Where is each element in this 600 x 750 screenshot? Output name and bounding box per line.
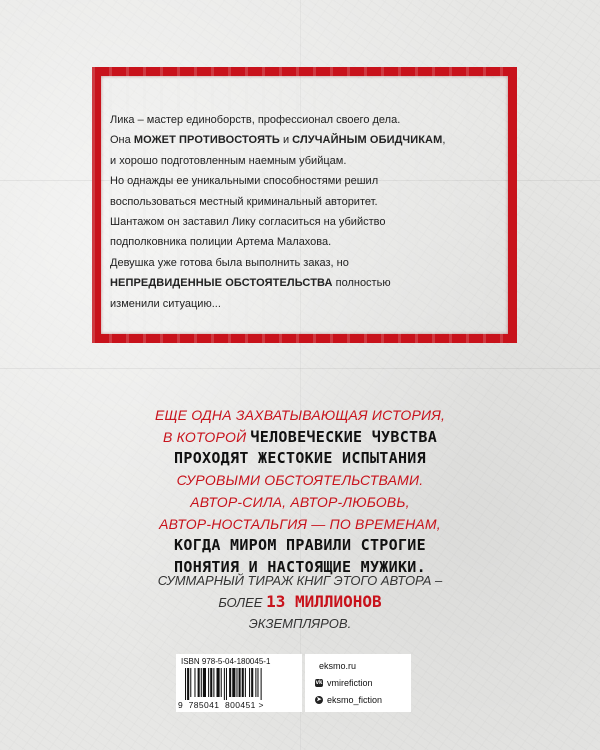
synopsis-line: [110, 212, 490, 232]
text-segment: Но однажды ее уникальными способностями решил: [110, 175, 379, 188]
synopsis-line: [110, 171, 490, 191]
synopsis-line: [110, 110, 490, 130]
text-segment: и: [279, 134, 293, 147]
emphasis-text: НЕПРЕДВИДЕННЫЕ ОБСТОЯТЕЛЬСТВА: [110, 277, 333, 290]
tagline-bold-text: ПРОХОДЯТ ЖЕСТОКИЕ ИСПЫТАНИЯ: [174, 449, 426, 468]
emphasis-text: СЛУЧАЙНЫМ ОБИДЧИКАМ: [292, 134, 443, 147]
tagline-line: [0, 405, 600, 427]
barcode-digit-end: >: [258, 700, 264, 710]
tagline-bold-text: КОГДА МИРОМ ПРАВИЛИ СТРОГИЕ: [174, 536, 426, 555]
telegram-handle: eksmo_fiction: [327, 694, 383, 705]
text-segment: Она: [110, 134, 134, 147]
barcode-bar: [213, 668, 214, 697]
barcode-bars: [185, 668, 293, 700]
barcode-bar: [221, 668, 222, 697]
barcode-bar: [194, 668, 195, 697]
barcode-bar: [210, 668, 212, 697]
tagline: [0, 405, 600, 579]
barcode-bar: [190, 668, 191, 697]
text-segment: Девушка уже готова была выполнить заказ, но: [110, 256, 349, 269]
synopsis-line: [110, 273, 490, 293]
text-segment: изменили ситуацию...: [110, 297, 221, 310]
circulation-line-1: СУММАРНЫЙ ТИРАЖ КНИГ ЭТОГО АВТОРА –: [157, 573, 443, 588]
barcode-digit-first: 9: [178, 700, 184, 710]
barcode-digits-right: 800451: [224, 700, 256, 710]
barcode-bar: [239, 668, 241, 697]
synopsis-line: [110, 253, 490, 273]
text-segment: воспользоваться местный криминальный авторитет.: [110, 195, 378, 208]
synopsis-line: [110, 192, 490, 212]
tagline-line: [0, 427, 600, 449]
barcode-bar: [245, 668, 246, 697]
synopsis-line: [110, 232, 490, 252]
barcode-bar: [198, 668, 200, 697]
barcode-bar: [226, 668, 227, 700]
text-segment: полностью: [332, 277, 391, 290]
vk-handle: vmirefiction: [327, 677, 373, 688]
website-text: eksmo.ru: [319, 660, 357, 671]
synopsis-text: [110, 110, 490, 314]
barcode-digits: [178, 700, 264, 710]
publisher-contacts: [305, 654, 411, 712]
barcode-bar: [249, 668, 250, 697]
barcode-bar: [201, 668, 202, 697]
barcode-bar: [224, 668, 225, 700]
barcode-bar: [203, 668, 206, 697]
barcode-bar: [257, 668, 258, 697]
tagline-red-text: ЕЩЕ ОДНА ЗАХВАТЫВАЮЩАЯ ИСТОРИЯ,: [154, 407, 446, 423]
tagline-line: [0, 470, 600, 492]
barcode-bar: [229, 668, 231, 697]
tagline-red-text: В КОТОРОЙ: [162, 428, 251, 445]
telegram-link[interactable]: [315, 691, 411, 708]
emphasis-text: МОЖЕТ ПРОТИВОСТОЯТЬ: [133, 134, 280, 147]
text-segment: подполковника полиции Артема Малахова.: [110, 236, 332, 249]
barcode-bar: [217, 668, 220, 697]
barcode-bar: [236, 668, 237, 697]
text-segment: и хорошо подготовленным наемным убийцам.: [110, 154, 347, 167]
synopsis-line: [110, 151, 490, 171]
isbn-label: ISBN 978-5-04-180045-1: [181, 657, 271, 666]
synopsis-line: [110, 294, 490, 314]
tagline-line: [0, 514, 600, 536]
tagline-red-text: АВТОР-СИЛА, АВТОР-ЛЮБОВЬ,: [190, 493, 410, 510]
tagline-line: [0, 448, 600, 470]
telegram-icon: ➤: [316, 696, 322, 703]
vk-link[interactable]: [315, 674, 411, 691]
barcode-bar: [242, 668, 244, 697]
website-link[interactable]: [315, 657, 411, 674]
isbn-barcode: [176, 654, 302, 712]
barcode-bar: [255, 668, 256, 697]
circulation-note: [0, 570, 600, 634]
text-segment: ,: [442, 134, 446, 147]
barcode-bar: [261, 668, 262, 700]
tagline-bold-text: ЧЕЛОВЕЧЕСКИЕ ЧУВСТВА: [250, 427, 438, 446]
synopsis-line: [110, 130, 490, 150]
tagline-line: [0, 492, 600, 514]
tagline-line: [0, 535, 600, 557]
tagline-bold-text: ПОНЯТИЯ И НАСТОЯЩИЕ МУЖИКИ.: [174, 557, 426, 576]
circulation-line-2: [0, 591, 600, 613]
barcode-bar: [185, 668, 186, 700]
text-segment: Шантажом он заставил Лику согласиться на убийство: [110, 216, 386, 229]
barcode-bar: [187, 668, 189, 700]
barcode-digits-left: 785041: [188, 700, 220, 710]
tagline-red-text: СУРОВЫМИ ОБСТОЯТЕЛЬСТВАМИ.: [176, 472, 424, 489]
circulation-line-3: ЭКЗЕМПЛЯРОВ.: [248, 616, 352, 631]
barcode-bar: [208, 668, 209, 697]
tagline-red-text: АВТОР-НОСТАЛЬГИЯ — ПО ВРЕМЕНАМ,: [159, 515, 441, 532]
circulation-number: 13 МИЛЛИОНОВ: [266, 592, 382, 611]
barcode-bar: [232, 668, 235, 697]
circulation-prefix: БОЛЕЕ: [218, 595, 267, 610]
vk-icon: vk: [315, 679, 323, 686]
text-segment: Лика – мастер единоборств, профессионал своего дела.: [110, 114, 401, 126]
barcode-bar: [251, 668, 253, 697]
